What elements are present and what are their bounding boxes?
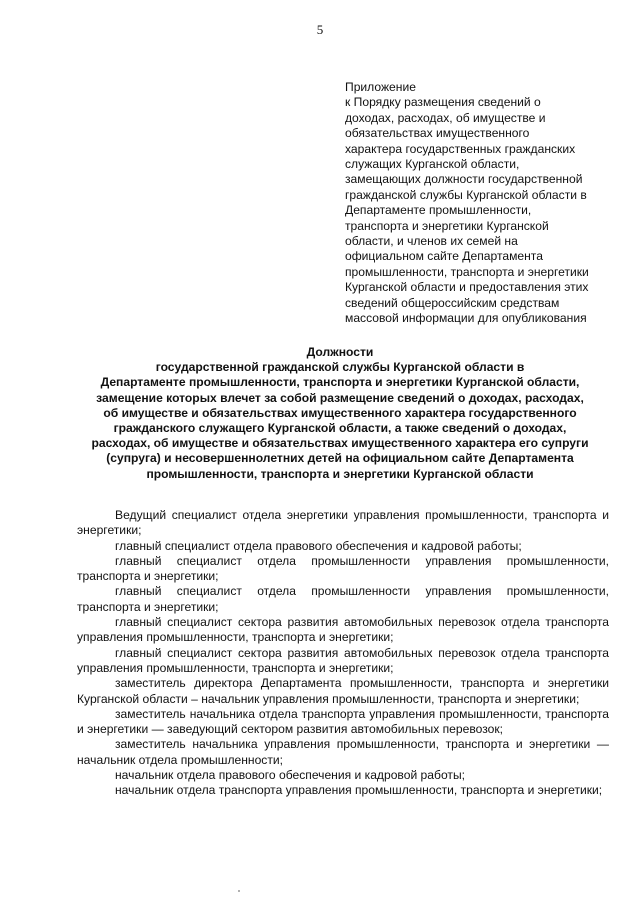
positions-list xyxy=(77,508,609,799)
position-item: заместитель начальника управления промышленности, транспорта и энергетики — начальник отдела промышленности; xyxy=(77,737,609,767)
document-title xyxy=(70,345,610,482)
title-line: гражданского служащего Курганской области, а также сведений о доходах, xyxy=(113,421,567,436)
appendix-line: официальном сайте Департамента xyxy=(345,249,543,264)
title-line: Департаменте промышленности, транспорта и энергетики Курганской области, xyxy=(100,375,580,390)
position-item: главный специалист сектора развития автомобильных перевозок отдела транспорта управления промышленности, транспорта и энергетики; xyxy=(77,645,609,675)
appendix-line: гражданской службы Курганской области в xyxy=(345,187,587,202)
appendix-line: сведений общероссийским средствам xyxy=(345,295,560,310)
appendix-line: Приложение xyxy=(345,80,416,94)
appendix-line: характера государственных гражданских xyxy=(345,141,576,156)
appendix-line: промышленности, транспорта и энергетики xyxy=(345,264,589,279)
title-line: расходах, об имуществе и обязательствах имущественного характера его супруги xyxy=(91,436,589,451)
appendix-line: замещающих должности государственной xyxy=(345,172,583,187)
position-item: начальник отдела транспорта управления промышленности, транспорта и энергетики; xyxy=(115,783,603,798)
title-line: об имуществе и обязательствах имущественного характера государственного xyxy=(103,405,577,420)
appendix-line: массовой информации для опубликования xyxy=(345,311,587,326)
appendix-line: области, и членов их семей на xyxy=(345,234,518,249)
position-item: заместитель директора Департамента промышленности, транспорта и энергетики Курганской области – начальник управления промышленности, транспорта и энергетики; xyxy=(77,676,609,706)
appendix-header xyxy=(345,80,613,327)
appendix-line: Курганской области и предоставления этих xyxy=(345,280,589,295)
scan-speck xyxy=(238,890,240,892)
title-line: (супруга) и несовершеннолетних детей на официальном сайте Департамента xyxy=(106,451,574,466)
title-line: замещение которых влечет за собой размещение сведений о доходах, расходах, xyxy=(96,390,584,405)
position-item: Ведущий специалист отдела энергетики управления промышленности, транспорта и энергетики; xyxy=(77,508,609,538)
position-item: начальник отдела правового обеспечения и кадровой работы; xyxy=(115,768,465,783)
appendix-line: обязательствах имущественного xyxy=(345,126,530,141)
position-item: главный специалист отдела промышленности управления промышленности, транспорта и энергетики; xyxy=(77,553,609,584)
appendix-line: Департаменте промышленности, xyxy=(345,203,532,218)
title-line: государственной гражданской службы Курганской области в xyxy=(155,360,525,375)
title-line: промышленности, транспорта и энергетики Курганской области xyxy=(146,466,534,481)
appendix-line: доходах, расходах, об имуществе и xyxy=(345,110,546,125)
appendix-line: служащих Курганской области, xyxy=(345,157,520,172)
position-item: главный специалист отдела правового обеспечения и кадровой работы; xyxy=(115,538,522,553)
page-number: 5 xyxy=(316,22,324,37)
appendix-line: к Порядку размещения сведений о xyxy=(345,95,541,110)
position-item: заместитель начальника отдела транспорта управления промышленности, транспорта и энергетики — заведующий сектором развития автомобильных перевозок; xyxy=(77,706,609,737)
appendix-line: транспорта и энергетики Курганской xyxy=(345,218,549,233)
position-item: главный специалист отдела промышленности управления промышленности, транспорта и энергетики; xyxy=(77,584,609,614)
title-line: Должности xyxy=(306,345,374,359)
position-item: главный специалист сектора развития автомобильных перевозок отдела транспорта управления промышленности, транспорта и энергетики; xyxy=(77,615,609,645)
